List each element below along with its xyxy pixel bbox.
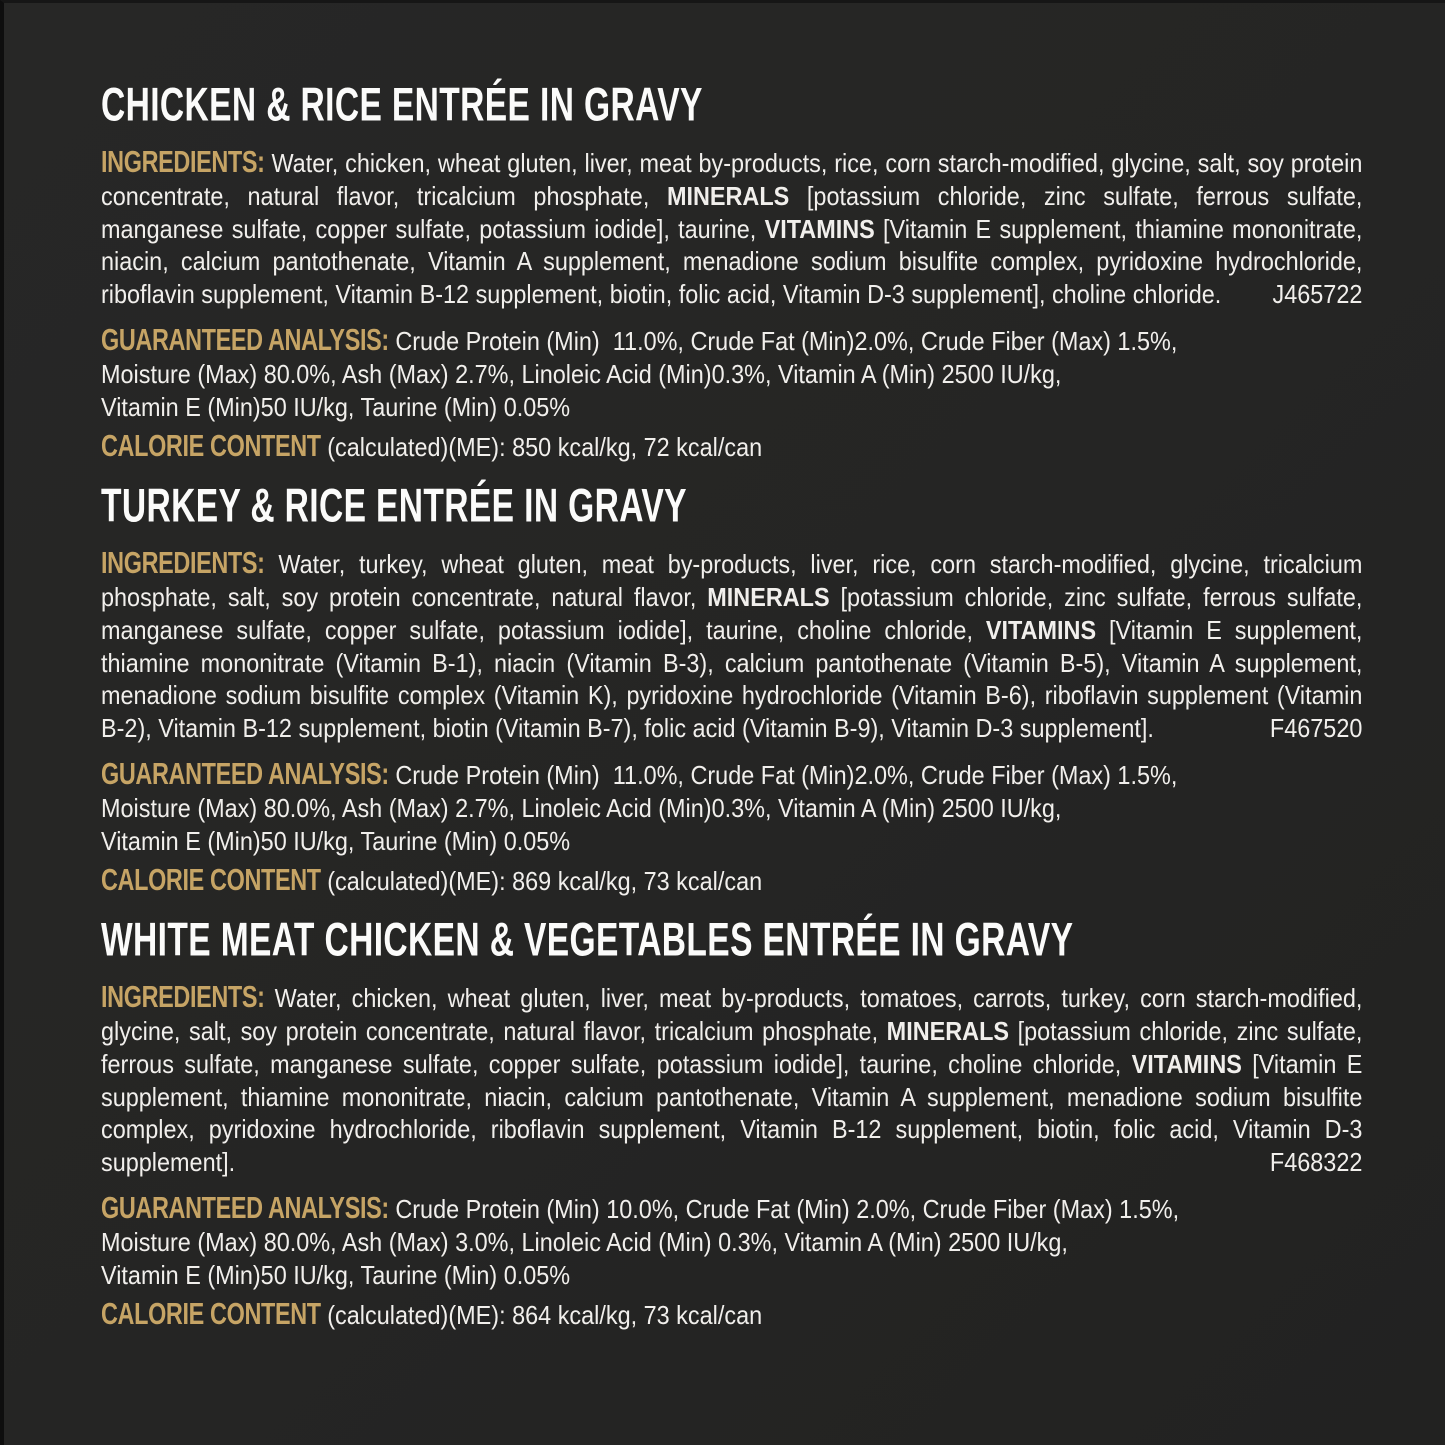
calorie-content-line	[101, 1296, 1362, 1332]
guaranteed-analysis-label: GUARANTEED ANALYSIS:	[101, 322, 389, 357]
ingredients-label: INGREDIENTS:	[101, 545, 265, 581]
guaranteed-analysis-block	[101, 1190, 1362, 1291]
guaranteed-analysis-line	[101, 756, 1362, 792]
ingredient-list-text: Water, turkey, wheat gluten, meat by-products, liver, rice, corn starch-modified, glycine, tricalcium phosphate, salt, soy protein concentrate, natural flavor,	[101, 549, 1363, 612]
guaranteed-analysis-line: Vitamin E (Min)50 IU/kg, Taurine (Min) 0.05%	[101, 1259, 571, 1290]
calorie-content-block	[101, 428, 1362, 464]
ingredients-block	[101, 979, 1363, 1179]
guaranteed-analysis-label: GUARANTEED ANALYSIS:	[101, 1190, 389, 1225]
formula-code: F467520	[1269, 713, 1363, 744]
formula-code: J465722	[1272, 279, 1363, 310]
product-title	[101, 912, 1445, 966]
calorie-content-text: (calculated)(ME): 864 kcal/kg, 73 kcal/can	[320, 1300, 763, 1331]
calorie-content-block	[101, 862, 1362, 898]
ingredients-paragraph	[101, 144, 1363, 311]
ingredient-group-name: MINERALS	[707, 581, 830, 612]
ingredients-paragraph	[101, 545, 1363, 745]
ingredient-list-text: [Vitamin E supplement, thiamine mononitrate, niacin, calcium pantothenate, Vitamin A supplement, menadione sodium bisulfite complex, pyridoxine hydrochloride, riboflavin supplement, Vitamin B-12 supplement, biotin, folic acid, Vitamin D-3 supplement], choline chloride.	[101, 213, 1363, 310]
ingredients-text	[101, 549, 1362, 743]
ingredient-group-name: VITAMINS	[985, 614, 1097, 645]
product-title-text: WHITE MEAT CHICKEN & VEGETABLES ENTRÉE IN GRAVY	[101, 912, 1074, 966]
ingredient-list-text: [potassium chloride, zinc sulfate, ferrous sulfate, manganese sulfate, copper sulfate, potassium iodide], taurine, choline chloride,	[101, 581, 1363, 645]
guaranteed-analysis-label: GUARANTEED ANALYSIS:	[101, 756, 389, 791]
guaranteed-analysis-text: Crude Protein (Min) 10.0%, Crude Fat (Min) 2.0%, Crude Fiber (Max) 1.5%,	[388, 1193, 1180, 1224]
ingredient-group-name: VITAMINS	[1131, 1048, 1242, 1079]
guaranteed-analysis-block	[101, 756, 1362, 857]
guaranteed-analysis-line: Moisture (Max) 80.0%, Ash (Max) 3.0%, Linoleic Acid (Min) 0.3%, Vitamin A (Min) 2500 IU/kg,	[101, 1226, 1068, 1257]
product-title	[101, 77, 1445, 131]
calorie-content-block	[101, 1296, 1362, 1332]
ingredient-list-text: [potassium chloride, zinc sulfate, ferrous sulfate, manganese sulfate, copper sulfate, potassium iodide], taurine,	[101, 180, 1363, 244]
product-title	[101, 478, 1445, 532]
guaranteed-analysis-line	[101, 322, 1362, 358]
ingredients-paragraph	[101, 979, 1363, 1179]
ingredient-list-text: Water, chicken, wheat gluten, liver, meat by-products, rice, corn starch-modified, glycine, salt, soy protein concentrate, natural flavor, tricalcium phosphate,	[101, 148, 1363, 211]
ingredient-list-text: [Vitamin E supplement, thiamine mononitrate (Vitamin B-1), niacin (Vitamin B-3), calcium pantothenate (Vitamin B-5), Vitamin A supplement, menadione sodium bisulfite complex (Vitamin K), pyridoxine hydrochloride (Vitamin B-6), riboflavin supplement (Vitamin B-2), Vitamin B-12 supplement, biotin (Vitamin B-7), folic acid (Vitamin B-9), Vitamin D-3 supplement].	[101, 614, 1363, 744]
guaranteed-analysis-line: Moisture (Max) 80.0%, Ash (Max) 2.7%, Linoleic Acid (Min)0.3%, Vitamin A (Min) 2500 IU/kg,	[101, 792, 1062, 823]
calorie-content-line	[101, 862, 1362, 898]
guaranteed-analysis-text: Crude Protein (Min) 11.0%, Crude Fat (Min)2.0%, Crude Fiber (Max) 1.5%,	[388, 325, 1178, 356]
guaranteed-analysis-text: Crude Protein (Min) 11.0%, Crude Fat (Min)2.0%, Crude Fiber (Max) 1.5%,	[388, 759, 1178, 790]
product-section-chicken-rice	[101, 77, 1445, 464]
product-section-turkey-rice	[101, 478, 1445, 898]
guaranteed-analysis-line	[101, 1190, 1362, 1226]
ingredients-label: INGREDIENTS:	[101, 979, 265, 1015]
product-title-text: CHICKEN & RICE ENTRÉE IN GRAVY	[101, 77, 703, 131]
calorie-content-text: (calculated)(ME): 850 kcal/kg, 72 kcal/can	[320, 432, 763, 463]
product-section-white-meat-chicken-vegetables	[101, 912, 1445, 1332]
calorie-content-label: CALORIE CONTENT	[101, 428, 321, 464]
ingredient-group-name: MINERALS	[666, 180, 790, 211]
ingredients-block	[101, 545, 1363, 745]
calorie-content-text: (calculated)(ME): 869 kcal/kg, 73 kcal/can	[320, 866, 763, 897]
calorie-content-label: CALORIE CONTENT	[101, 862, 321, 898]
ingredient-group-name: MINERALS	[886, 1015, 1010, 1046]
product-title-text: TURKEY & RICE ENTRÉE IN GRAVY	[101, 478, 687, 532]
ingredient-list-text: Water, chicken, wheat gluten, liver, meat by-products, tomatoes, carrots, turkey, corn starch-modified, glycine, salt, soy protein concentrate, natural flavor, tricalcium phosphate,	[101, 983, 1363, 1046]
ingredient-group-name: VITAMINS	[764, 213, 875, 244]
guaranteed-analysis-line: Vitamin E (Min)50 IU/kg, Taurine (Min) 0.05%	[101, 391, 571, 422]
ingredients-text	[101, 148, 1362, 309]
ingredient-list-text: [potassium chloride, zinc sulfate, ferrous sulfate, manganese sulfate, copper sulfate, potassium iodide], taurine, choline chloride,	[101, 1015, 1363, 1079]
formula-code: F468322	[1269, 1147, 1363, 1178]
ingredient-list-text: [Vitamin E supplement, thiamine mononitrate, niacin, calcium pantothenate, Vitamin A supplement, menadione sodium bisulfite complex, pyridoxine hydrochloride, riboflavin supplement, Vitamin B-12 supplement, biotin, folic acid, Vitamin D-3 supplement].	[101, 1048, 1363, 1178]
ingredients-text	[101, 983, 1362, 1177]
ingredients-label: INGREDIENTS:	[101, 144, 265, 179]
guaranteed-analysis-line: Moisture (Max) 80.0%, Ash (Max) 2.7%, Linoleic Acid (Min)0.3%, Vitamin A (Min) 2500 IU/kg,	[101, 358, 1062, 389]
guaranteed-analysis-line: Vitamin E (Min)50 IU/kg, Taurine (Min) 0.05%	[101, 825, 571, 856]
ingredients-block	[101, 144, 1363, 311]
calorie-content-label: CALORIE CONTENT	[101, 1296, 321, 1332]
calorie-content-line	[101, 428, 1362, 464]
guaranteed-analysis-block	[101, 322, 1362, 423]
